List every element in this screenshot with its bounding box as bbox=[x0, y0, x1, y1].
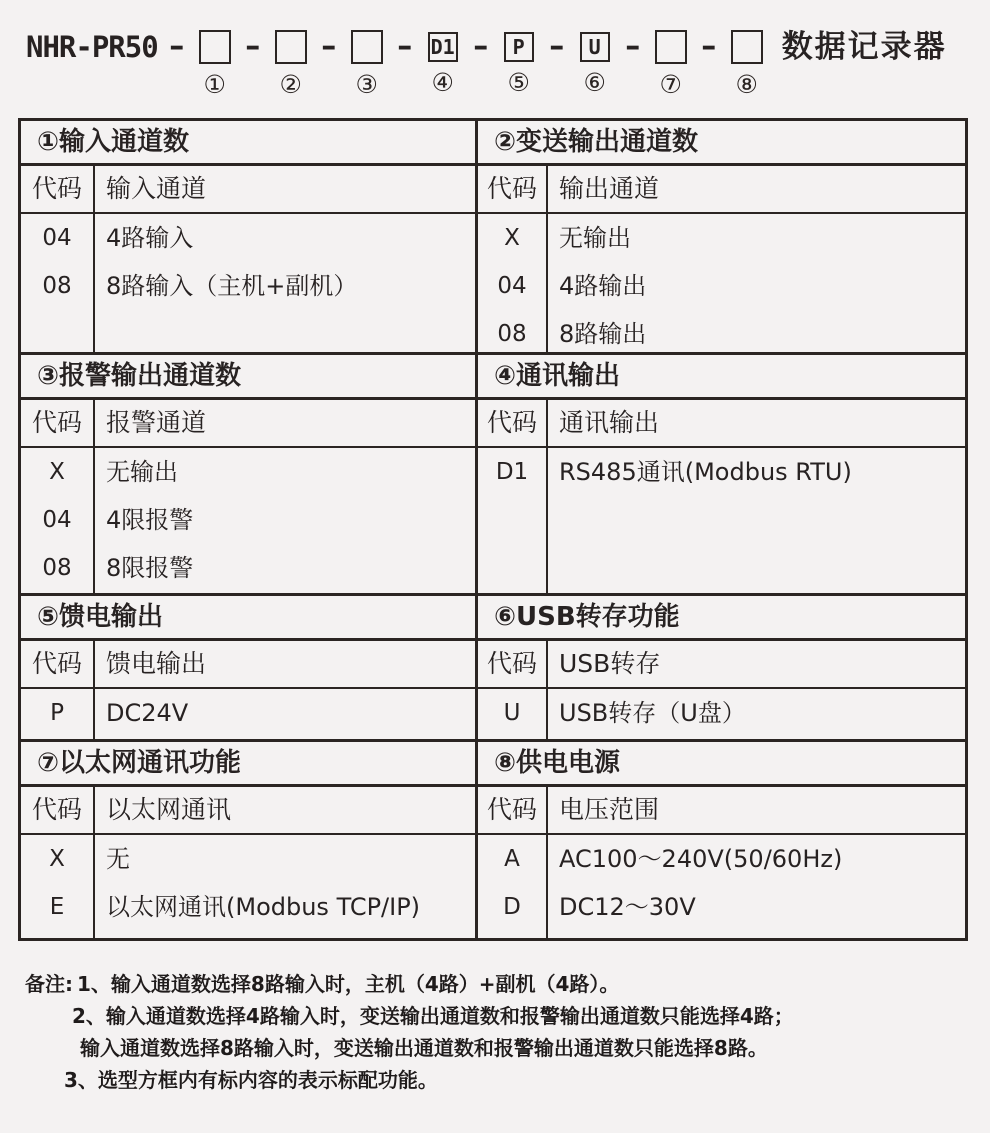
option-segment-7 bbox=[652, 26, 690, 98]
section-title: ③报警输出通道数 bbox=[21, 355, 475, 400]
option-desc: 无输出 bbox=[559, 224, 631, 252]
code-column bbox=[478, 835, 548, 938]
remarks-block bbox=[25, 968, 794, 1096]
section-title: ⑥USB转存功能 bbox=[478, 596, 965, 641]
section-title: ①输入通道数 bbox=[21, 121, 475, 166]
section-usb-transfer bbox=[478, 596, 965, 739]
option-desc: 8限报警 bbox=[106, 554, 194, 582]
section-title: ④通讯输出 bbox=[478, 355, 965, 400]
desc-column bbox=[548, 214, 965, 352]
desc-column-header: 输出通道 bbox=[548, 166, 965, 214]
option-code: 08 bbox=[497, 321, 527, 347]
option-code: D bbox=[503, 894, 521, 920]
table-band-2 bbox=[21, 355, 965, 596]
option-segment-1 bbox=[196, 26, 234, 98]
section-title: ⑧供电电源 bbox=[478, 742, 965, 787]
desc-column bbox=[95, 835, 475, 938]
option-code: X bbox=[504, 225, 520, 251]
option-desc: AC100～240V(50/60Hz) bbox=[559, 845, 843, 873]
code-column-header: 代码 bbox=[478, 787, 548, 835]
note-line-2 bbox=[25, 1000, 794, 1032]
option-number-1: ① bbox=[203, 70, 226, 99]
option-number-4: ④ bbox=[431, 68, 454, 97]
note-line-1 bbox=[25, 968, 794, 1000]
dash-separator: – bbox=[397, 29, 413, 64]
table-band-1 bbox=[21, 121, 965, 355]
option-number-3: ③ bbox=[355, 70, 378, 99]
option-box-1 bbox=[199, 30, 231, 64]
option-number-6: ⑥ bbox=[583, 68, 606, 97]
dash-separator: – bbox=[549, 29, 565, 64]
option-code: X bbox=[49, 459, 65, 485]
section-retransmission-outputs bbox=[478, 121, 965, 352]
option-number-8: ⑧ bbox=[735, 70, 758, 99]
table-band-4 bbox=[21, 742, 965, 938]
option-desc: 4限报警 bbox=[106, 506, 194, 534]
option-desc: 以太网通讯(Modbus TCP/IP) bbox=[106, 893, 421, 921]
code-column-header: 代码 bbox=[478, 166, 548, 214]
note-line-3 bbox=[25, 1032, 794, 1064]
option-desc: 8路输出 bbox=[559, 320, 647, 348]
option-code: P bbox=[50, 700, 64, 726]
option-code: U bbox=[503, 700, 521, 726]
dash-separator: – bbox=[169, 29, 185, 64]
code-column-header: 代码 bbox=[21, 787, 95, 835]
code-column-header: 代码 bbox=[478, 641, 548, 689]
desc-column-header: USB转存 bbox=[548, 641, 965, 689]
section-title: ⑤馈电输出 bbox=[21, 596, 475, 641]
option-segment-6 bbox=[576, 26, 614, 96]
code-column bbox=[478, 448, 548, 593]
section-power-supply bbox=[478, 742, 965, 938]
desc-column-header: 馈电输出 bbox=[95, 641, 475, 689]
dash-separator: – bbox=[625, 29, 641, 64]
desc-column-header: 输入通道 bbox=[95, 166, 475, 214]
note-text: 3、选型方框内有标内容的表示标配功能。 bbox=[64, 1068, 438, 1092]
desc-column bbox=[548, 689, 965, 739]
dash-separator: – bbox=[701, 29, 717, 64]
note-text: 2、输入通道数选择4路输入时，变送输出通道数和报警输出通道数只能选择4路； bbox=[72, 1004, 794, 1028]
section-communication-output bbox=[478, 355, 965, 593]
note-text: 1、输入通道数选择8路输入时，主机（4路）+副机（4路）。 bbox=[77, 972, 620, 996]
option-desc: 无 bbox=[106, 845, 130, 873]
desc-column-header: 电压范围 bbox=[548, 787, 965, 835]
code-column-header: 代码 bbox=[21, 400, 95, 448]
section-input-channels bbox=[21, 121, 478, 352]
option-code: X bbox=[49, 846, 65, 872]
code-column bbox=[478, 689, 548, 739]
option-desc: DC24V bbox=[106, 699, 189, 727]
code-column bbox=[21, 689, 95, 739]
option-desc: 8路输入（主机+副机） bbox=[106, 272, 358, 300]
desc-column bbox=[548, 448, 965, 593]
option-code: A bbox=[504, 846, 520, 872]
dash-separator: – bbox=[321, 29, 337, 64]
option-box-4: D1 bbox=[428, 32, 458, 62]
note-line-4 bbox=[25, 1064, 794, 1096]
option-code: D1 bbox=[495, 459, 529, 485]
option-code: 04 bbox=[497, 273, 527, 299]
dash-separator: – bbox=[245, 29, 261, 64]
code-column bbox=[21, 448, 95, 593]
desc-column-header: 通讯输出 bbox=[548, 400, 965, 448]
option-number-2: ② bbox=[279, 70, 302, 99]
model-code-line bbox=[26, 26, 947, 98]
option-segment-4 bbox=[424, 26, 462, 96]
desc-column-header: 报警通道 bbox=[95, 400, 475, 448]
option-number-5: ⑤ bbox=[507, 68, 530, 97]
code-column bbox=[21, 835, 95, 938]
option-box-2 bbox=[275, 30, 307, 64]
ordering-spec-table bbox=[18, 118, 968, 941]
code-column bbox=[21, 214, 95, 352]
option-segment-8 bbox=[728, 26, 766, 98]
code-column-header: 代码 bbox=[21, 166, 95, 214]
desc-column bbox=[548, 835, 965, 938]
section-ethernet-communication bbox=[21, 742, 478, 938]
note-text: 输入通道数选择8路输入时，变送输出通道数和报警输出通道数只能选择8路。 bbox=[80, 1036, 768, 1060]
desc-column bbox=[95, 214, 475, 352]
option-code: 04 bbox=[42, 507, 72, 533]
section-alarm-outputs bbox=[21, 355, 478, 593]
option-box-6: U bbox=[580, 32, 610, 62]
option-box-5: P bbox=[504, 32, 534, 62]
option-segment-2 bbox=[272, 26, 310, 98]
model-prefix: NHR-PR50 bbox=[26, 30, 158, 64]
section-feed-power-output bbox=[21, 596, 478, 739]
option-desc: 4路输出 bbox=[559, 272, 647, 300]
option-desc: 无输出 bbox=[106, 458, 178, 486]
option-code: 08 bbox=[42, 273, 72, 299]
option-desc: DC12～30V bbox=[559, 893, 696, 921]
code-column-header: 代码 bbox=[21, 641, 95, 689]
code-column bbox=[478, 214, 548, 352]
option-box-7 bbox=[655, 30, 687, 64]
section-title: ②变送输出通道数 bbox=[478, 121, 965, 166]
option-box-3 bbox=[351, 30, 383, 64]
product-name: 数据记录器 bbox=[781, 29, 947, 65]
option-desc: 4路输入 bbox=[106, 224, 194, 252]
desc-column bbox=[95, 689, 475, 739]
remarks-label: 备注: bbox=[25, 972, 73, 996]
option-code: E bbox=[49, 894, 65, 920]
option-box-8 bbox=[731, 30, 763, 64]
option-code: 08 bbox=[42, 555, 72, 581]
table-band-3 bbox=[21, 596, 965, 742]
desc-column bbox=[95, 448, 475, 593]
option-code: 04 bbox=[42, 225, 72, 251]
desc-column-header: 以太网通讯 bbox=[95, 787, 475, 835]
code-column-header: 代码 bbox=[478, 400, 548, 448]
option-desc: RS485通讯(Modbus RTU) bbox=[559, 458, 852, 486]
option-desc: USB转存（U盘） bbox=[559, 699, 746, 727]
option-segment-3 bbox=[348, 26, 386, 98]
option-number-7: ⑦ bbox=[659, 70, 682, 99]
dash-separator: – bbox=[473, 29, 489, 64]
option-segment-5 bbox=[500, 26, 538, 96]
section-title: ⑦以太网通讯功能 bbox=[21, 742, 475, 787]
